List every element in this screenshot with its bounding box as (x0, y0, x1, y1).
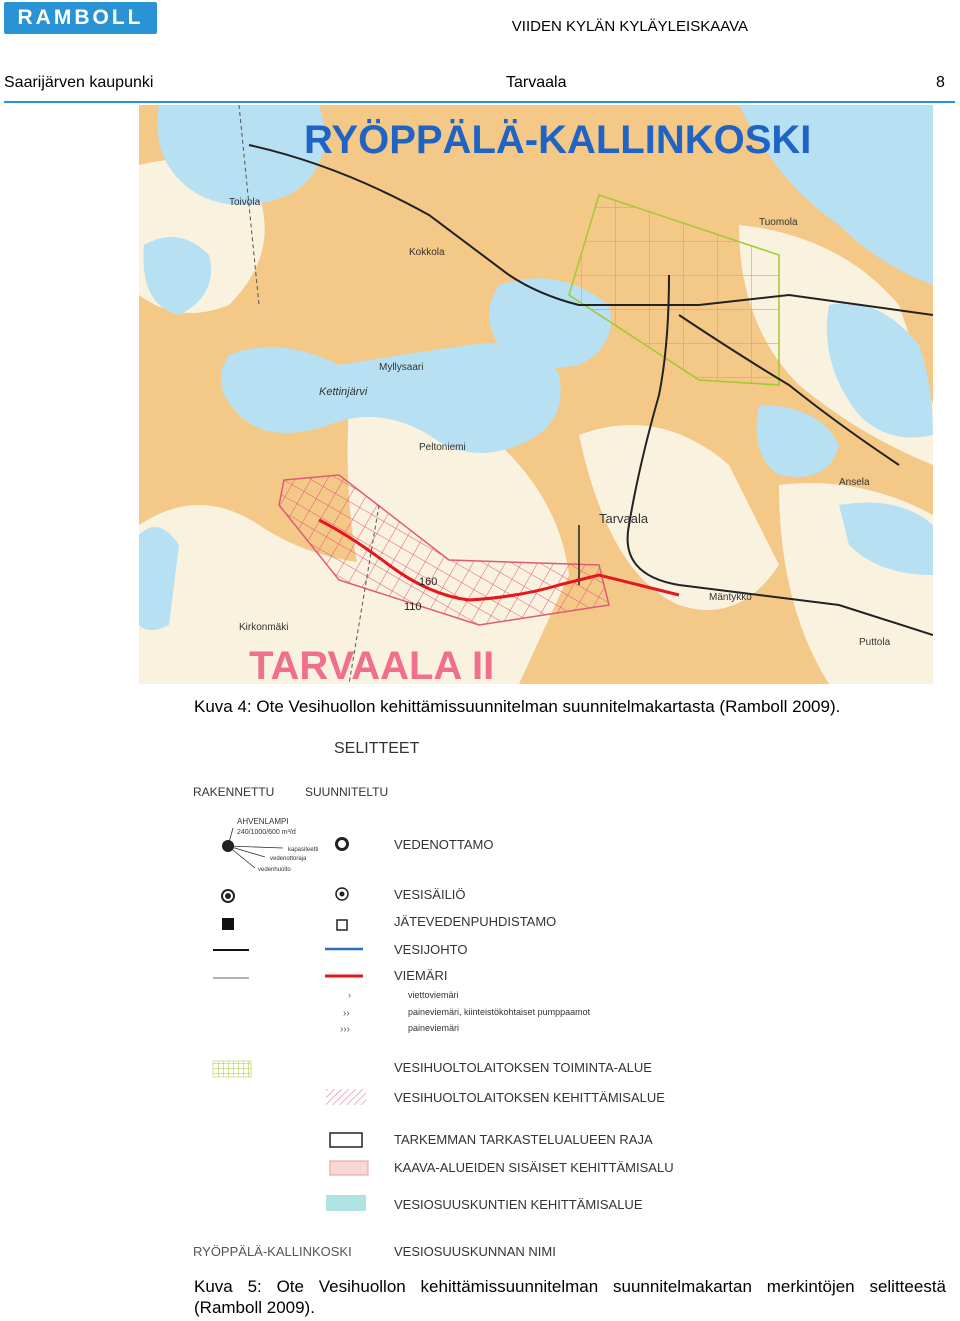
map-title-top: RYÖPPÄLÄ-KALLINKOSKI (304, 118, 812, 162)
legend-item: JÄTEVEDENPUHDISTAMO (394, 914, 557, 929)
figure-caption-5: Kuva 5: Ote Vesihuollon kehittämissuunnitelman suunnitelmakartan merkintöjen selitteestä (Ramboll 2009). (194, 1277, 946, 1317)
ramboll-logo: RAMBOLL (4, 2, 157, 34)
legend-item: VEDENOTTAMO (394, 837, 494, 852)
map-place-label: Kirkonmäki (239, 622, 289, 633)
map-place-label: Peltoniemi (419, 442, 466, 453)
legend-item: VESIOSUUSKUNNAN NIMI (394, 1244, 556, 1259)
map-title-bottom: TARVAALA II (249, 644, 495, 684)
legend-item: VIEMÄRI (394, 968, 448, 983)
map-place-label: Tuomola (759, 217, 798, 228)
header-rule (4, 101, 955, 103)
map-place-label: Puttola (859, 637, 891, 648)
legend-item: VESIJOHTO (394, 942, 468, 957)
legend-subitem: paineviemäri, kiinteistökohtaiset pumppaamot (408, 1007, 591, 1017)
map-number: 160 (419, 576, 438, 588)
legend-col-built: RAKENNETTU (193, 785, 275, 799)
header-village: Tarvaala (506, 74, 567, 91)
header-municipality: Saarijärven kaupunki (4, 74, 154, 91)
legend-item: VESIHUOLTOLAITOKSEN TOIMINTA-ALUE (394, 1060, 652, 1075)
document-title: VIIDEN KYLÄN KYLÄYLEISKAAVA (511, 18, 748, 35)
legend-subitem: viettoviemäri (408, 990, 459, 1000)
svg-text:›: › (348, 990, 351, 1000)
page-number: 8 (936, 74, 945, 91)
map-place-label: Mäntykkö (709, 592, 752, 603)
legend-name-sample: RYÖPPÄLÄ-KALLINKOSKI (193, 1244, 352, 1259)
map-place-label: Ansela (839, 477, 870, 488)
map-number: 110 (404, 601, 422, 613)
legend-panel (193, 728, 705, 1266)
svg-text:››: ›› (343, 1008, 350, 1019)
legend-sample-text: AHVENLAMPI (237, 817, 289, 826)
figure-caption-4: Kuva 4: Ote Vesihuollon kehittämissuunnitelman suunnitelmakartasta (Ramboll 2009). (194, 697, 841, 716)
legend-item: VESIHUOLTOLAITOKSEN KEHITTÄMISALUE (394, 1090, 665, 1105)
map-place-label: Kokkola (409, 247, 445, 258)
legend-sample-text: vedenottoraja (270, 856, 307, 862)
legend-sample-text: kapasiteetti (288, 847, 319, 853)
map-place-label: Myllysaari (379, 362, 424, 373)
plan-map (139, 105, 933, 684)
legend-item: TARKEMMAN TARKASTELUALUEEN RAJA (394, 1132, 653, 1147)
legend-title: SELITTEET (334, 740, 420, 757)
map-place-label: Kettinjärvi (319, 386, 368, 398)
legend-col-planned: SUUNNITELTU (305, 785, 389, 799)
map-place-label: Toivola (229, 197, 261, 208)
map-place-label: Tarvaala (599, 511, 649, 526)
legend-subitem: paineviemäri (408, 1023, 460, 1033)
legend-item: VESISÄILIÖ (394, 887, 466, 902)
svg-text:›››: ››› (340, 1024, 350, 1035)
legend-item: KAAVA-ALUEIDEN SISÄISET KEHITTÄMISALU (394, 1160, 674, 1175)
legend-sample-text: vedenhuolto (258, 867, 291, 873)
legend-item: VESIOSUUSKUNTIEN KEHITTÄMISALUE (394, 1197, 643, 1212)
legend-sample-text: 240/1000/600 m³/d (237, 829, 296, 836)
